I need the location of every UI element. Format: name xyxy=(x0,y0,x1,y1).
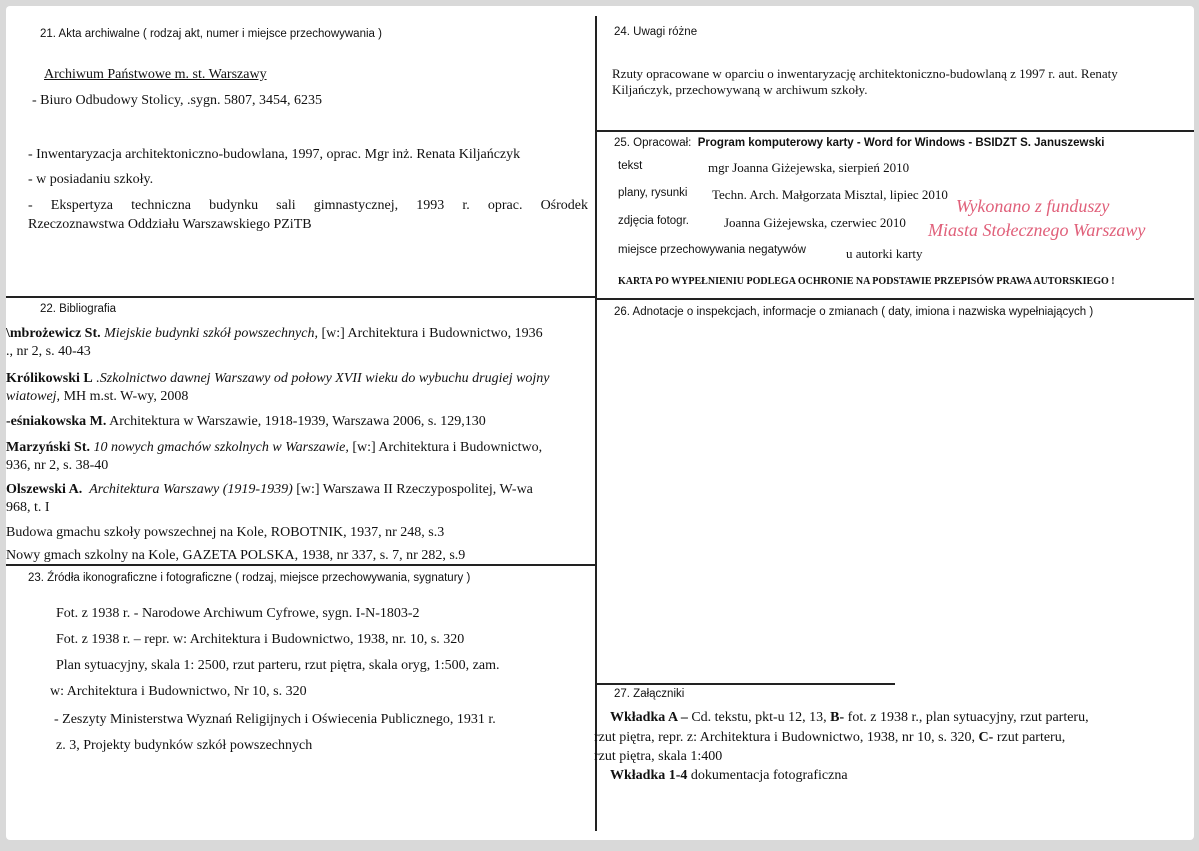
program-credit: Program komputerowy karty - Word for Windows - BSIDZT S. Januszewski xyxy=(697,137,1105,149)
funding-stamp-line-2: Miasta Stołecznego Warszawy xyxy=(928,220,1146,240)
copyright-notice: KARTA PO WYPEŁNIENIU PODLEGA OCHRONIE NA PODSTAWIE PRZEPISÓW PRAWA AUTORSKIEGO ! xyxy=(618,276,1115,287)
bib-entry-1: \mbrożewicz St. Miejskie budynki szkół powszechnych, [w:] Architektura i Budownictwo, 1936 xyxy=(6,326,543,341)
section-25-header: 25. Opracował: Program komputerowy karty - Word for Windows - BSIDZT S. Januszewski xyxy=(614,137,1105,149)
bib-entry-5-line2: 968, t. I xyxy=(6,500,50,515)
author-plans-label: plany, rysunki xyxy=(618,187,688,199)
attachment-a-line-2: rzut piętra, repr. z: Architektura i Budownictwo, 1938, nr 10, s. 320, C- rzut parteru, xyxy=(594,730,1066,745)
icon-source-2: Fot. z 1938 r. – repr. w: Architektura i Budownictwo, 1938, nr. 10, s. 320 xyxy=(56,632,465,647)
center-divider xyxy=(595,16,597,831)
section-21-header: 21. Akta archiwalne ( rodzaj akt, numer i miejsce przechowywania ) xyxy=(40,28,382,40)
bib-entry-1-line2: ., nr 2, s. 40-43 xyxy=(6,344,91,359)
remarks-line-1: Rzuty opracowane w oparciu o inwentaryzację architektoniczno-budowlaną z 1997 r. aut. Renaty xyxy=(612,66,1118,81)
icon-source-1: Fot. z 1938 r. - Narodowe Archiwum Cyfrowe, sygn. I-N-1803-2 xyxy=(56,606,420,621)
section-22-header: 22. Bibliografia xyxy=(40,303,117,315)
negatives-location-value: u autorki karty xyxy=(846,246,923,261)
icon-source-5: - Zeszyty Ministerstwa Wyznań Religijnych i Oświecenia Publicznego, 1931 r. xyxy=(54,712,496,727)
author-text-value: mgr Joanna Giżejewska, sierpień 2010 xyxy=(708,160,910,175)
divider-24-25 xyxy=(595,130,1194,132)
author-text-label: tekst xyxy=(618,160,643,172)
author-photos-value: Joanna Giżejewska, czerwiec 2010 xyxy=(724,215,906,230)
archive-item-3: - w posiadaniu szkoły. xyxy=(28,172,154,187)
icon-source-3: Plan sytuacyjny, skala 1: 2500, rzut parteru, rzut piętra, skala oryg, 1:500, zam. xyxy=(56,658,500,673)
bib-entry-3: -eśniakowska M. Architektura w Warszawie, 1918-1939, Warszawa 2006, s. 129,130 xyxy=(6,414,486,429)
negatives-location-label: miejsce przechowywania negatywów xyxy=(618,244,806,256)
divider-22-23 xyxy=(6,564,596,566)
remarks-line-2: Kiljańczyk, przechowywaną w archiwum szkoły. xyxy=(612,82,868,97)
attachment-b: Wkładka 1-4 dokumentacja fotograficzna xyxy=(610,768,848,783)
bib-entry-2: Królikowski L .Szkolnictwo dawnej Warszawy od połowy XVII wieku do wybuchu drugiej wojny xyxy=(6,371,550,386)
bib-entry-4-line2: 936, nr 2, s. 38-40 xyxy=(6,458,109,473)
bib-entry-6: Budowa gmachu szkoły powszechnej na Kole, ROBOTNIK, 1937, nr 248, s.3 xyxy=(6,525,445,540)
attachment-a-line-3: rzut piętra, skala 1:400 xyxy=(594,749,723,764)
archive-item-4a: - Ekspertyza techniczna budynku sali gimnastycznej, 1993 r. oprac. Ośrodek xyxy=(28,198,588,213)
funding-stamp-line-1: Wykonano z funduszy xyxy=(956,196,1110,216)
bib-entry-4: Marzyński St. 10 nowych gmachów szkolnych w Warszawie, [w:] Architektura i Budownictwo, xyxy=(6,440,543,455)
archive-name: Archiwum Państwowe m. st. Warszawy xyxy=(44,67,267,82)
attachment-a-line-1: Wkładka A – Cd. tekstu, pkt-u 12, 13, B- fot. z 1938 r., plan sytuacyjny, rzut parteru, xyxy=(610,710,1089,725)
section-23-header: 23. Źródła ikonograficzne i fotograficzne ( rodzaj, miejsce przechowywania, sygnatury ) xyxy=(28,572,471,584)
author-photos-label: zdjęcia fotogr. xyxy=(618,215,689,227)
section-26-header: 26. Adnotacje o inspekcjach, informacje o zmianach ( daty, imiona i nazwiska wypełniających ) xyxy=(614,306,1094,318)
icon-source-6: z. 3, Projekty budynków szkół powszechnych xyxy=(56,738,313,753)
section-27-header: 27. Załączniki xyxy=(614,688,685,700)
bib-entry-2-line2: wiatowej, MH m.st. W-wy, 2008 xyxy=(6,389,189,404)
bib-entry-5: Olszewski A. Architektura Warszawy (1919-1939) [w:] Warszawa II Rzeczypospolitej, W-wa xyxy=(6,482,533,497)
archive-item-1: - Biuro Odbudowy Stolicy, .sygn. 5807, 3454, 6235 xyxy=(32,93,322,108)
section-24-header: 24. Uwagi różne xyxy=(614,26,698,38)
icon-source-4: w: Architektura i Budownictwo, Nr 10, s. 320 xyxy=(50,684,307,699)
divider-26-27 xyxy=(595,683,895,685)
record-card xyxy=(6,6,1194,840)
bib-entry-7: Nowy gmach szkolny na Kole, GAZETA POLSKA, 1938, nr 337, s. 7, nr 282, s.9 xyxy=(6,548,466,563)
archive-item-4b: Rzeczoznawstwa Oddziału Warszawskiego PZiTB xyxy=(28,217,312,232)
divider-25-26 xyxy=(595,298,1194,300)
divider-21-22 xyxy=(6,296,596,298)
archive-item-2: - Inwentaryzacja architektoniczno-budowlana, 1997, oprac. Mgr inż. Renata Kiljańczyk xyxy=(28,147,521,162)
author-plans-value: Techn. Arch. Małgorzata Misztal, lipiec 2010 xyxy=(712,187,948,202)
